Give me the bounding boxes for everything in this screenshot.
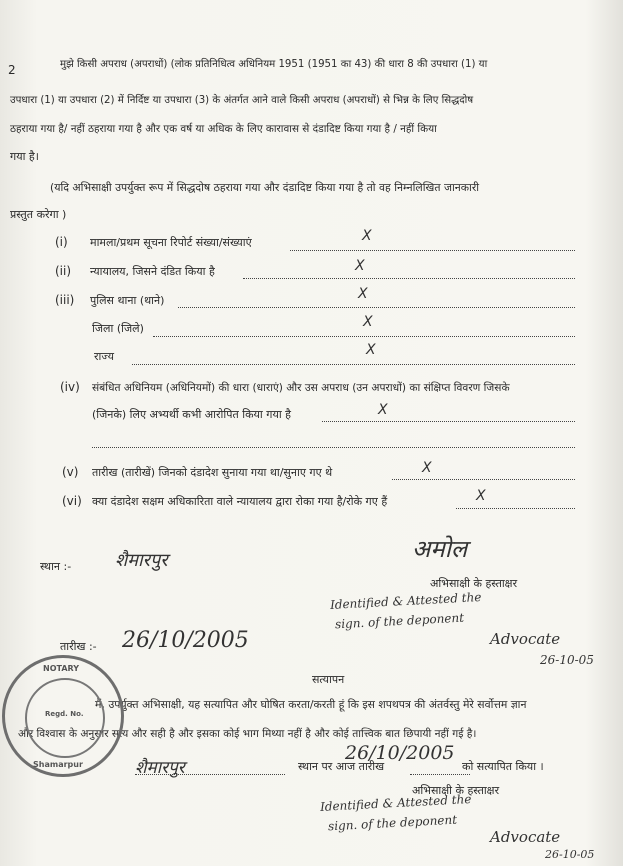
condition-line-2: प्रस्तुत करेगा ) [10,208,67,221]
date-value: 26/10/2005 [122,628,249,653]
verification-title: सत्यापन [312,673,345,686]
state-label: राज्य [94,350,115,363]
verification-date-value: 26/10/2005 [345,742,455,764]
item-i-mark: X [362,228,372,244]
place-label: स्थान :- [40,560,72,573]
item-iv-label-2: (जिनके) लिए अभ्यर्थी कभी आरोपित किया गया है [92,408,292,421]
deponent-signature-label: अभिसाक्षी के हस्ताक्षर [430,577,518,590]
verification-place-line [135,774,285,775]
item-iii-label: पुलिस थाना (थाने) [90,294,165,307]
item-iii-line [178,307,575,308]
item-iv-line-1 [322,421,575,422]
place-value: शैमारपुर [115,550,168,571]
item-ii-mark: X [355,258,365,274]
verification-line-3-end: को सत्यापित किया । [462,760,544,773]
condition-line-1: (यदि अभिसाक्षी उपर्युक्त रूप में सिद्धदोष ठहराया गया और दंडादिष्ट किया गया है तो वह निम्नलिखित जानकारी [50,181,480,194]
item-iv-line-2 [92,447,575,448]
verification-line-1: मैं, उपर्युक्त अभिसाक्षी, यह सत्यापित और घोषित करता/करती हूं कि इस शपथपत्र की अंतर्वस्तु मेरे सर्वोत्तम ज्ञान [95,698,527,711]
stamp-text-3: Regd. No. [45,710,84,718]
notary-stamp [2,655,124,777]
attestation-top-line-1: Identified & Attested the [329,590,482,612]
intro-line-4: गया है। [10,150,39,163]
item-iv-number: (iv) [60,380,80,394]
district-mark: X [363,314,373,330]
item-i-number: (i) [55,235,68,249]
item-ii-label: न्यायालय, जिसने दंडित किया है [90,265,215,278]
district-label: जिला (जिले) [92,322,144,335]
intro-line-2: उपधारा (1) या उपधारा (2) में निर्दिष्ट या उपधारा (3) के अंतर्गत आने वाले किसी अपराध (अपराधों) से भिन्न के लिए सिद्धदोष [10,95,474,106]
notary-stamp-inner-ring [25,678,105,758]
item-v-line [392,479,575,480]
item-vi-mark: X [476,488,486,504]
stamp-text-1: NOTARY [43,664,80,673]
item-vi-line [456,508,575,509]
verification-place-value: शैमारपुर [135,758,185,778]
item-v-label: तारीख (तारीखें) जिनको दंडादेश सुनाया गया था/सुनाए गए थे [92,466,333,479]
deponent-signature: अमोल [412,535,468,563]
paragraph-number: 2 [8,63,16,77]
item-ii-number: (ii) [55,264,72,278]
item-v-mark: X [422,460,432,476]
verification-date-line [410,774,470,775]
item-i-line [290,250,575,251]
attestation-top-line-3: Advocate [490,630,561,648]
verification-line-3-mid: स्थान पर आज तारीख [298,760,385,773]
item-vi-label: क्या दंडादेश सक्षम अधिकारिता वाले न्यायालय द्वारा रोका गया है/रोके गए हैं [92,495,388,508]
intro-line-1: मुझे किसी अपराध (अपराधों) (लोक प्रतिनिधित्व अधिनियम 1951 (1951 का 43) की धारा 8 की उपधारा (1) या [60,59,488,70]
state-line [132,364,575,365]
item-iv-mark: X [378,402,388,418]
verification-signature-label: अभिसाक्षी के हस्ताक्षर [412,784,500,797]
item-iii-mark: X [358,286,368,302]
attestation-bottom-line-2: sign. of the deponent [327,812,458,834]
item-vi-number: (vi) [62,494,82,508]
item-i-label: मामला/प्रथम सूचना रिपोर्ट संख्या/संख्याएं [90,236,252,249]
state-mark: X [366,342,376,358]
date-label: तारीख :- [60,640,97,653]
attestation-bottom-line-3: Advocate [490,828,561,846]
intro-line-3: ठहराया गया है/ नहीं ठहराया गया है और एक वर्ष या अधिक के लिए कारावास से दंडादिष्ट किया गया है / नहीं किया [10,123,437,135]
item-ii-line [243,278,575,279]
item-iv-label-1: संबंधित अधिनियम (अधिनियमों) की धारा (धाराएं) और उस अपराध (उन अपराधों) का संक्षिप्त विवरण जिसके [92,382,510,394]
item-iii-number: (iii) [55,293,75,307]
attestation-top-line-4: 26-10-05 [540,653,594,667]
stamp-text-2: Shamarpur [33,760,83,769]
item-v-number: (v) [62,465,79,479]
attestation-top-line-2: sign. of the deponent [334,610,465,632]
district-line [153,336,575,337]
attestation-bottom-line-4: 26-10-05 [545,848,595,861]
verification-line-2: और विश्वास के अनुसार सत्य और सही है और इसका कोई भाग मिथ्या नहीं है और कोई तात्त्विक बात छिपायी नहीं गई है। [18,728,477,740]
attestation-bottom-line-1: Identified & Attested the [319,792,472,814]
